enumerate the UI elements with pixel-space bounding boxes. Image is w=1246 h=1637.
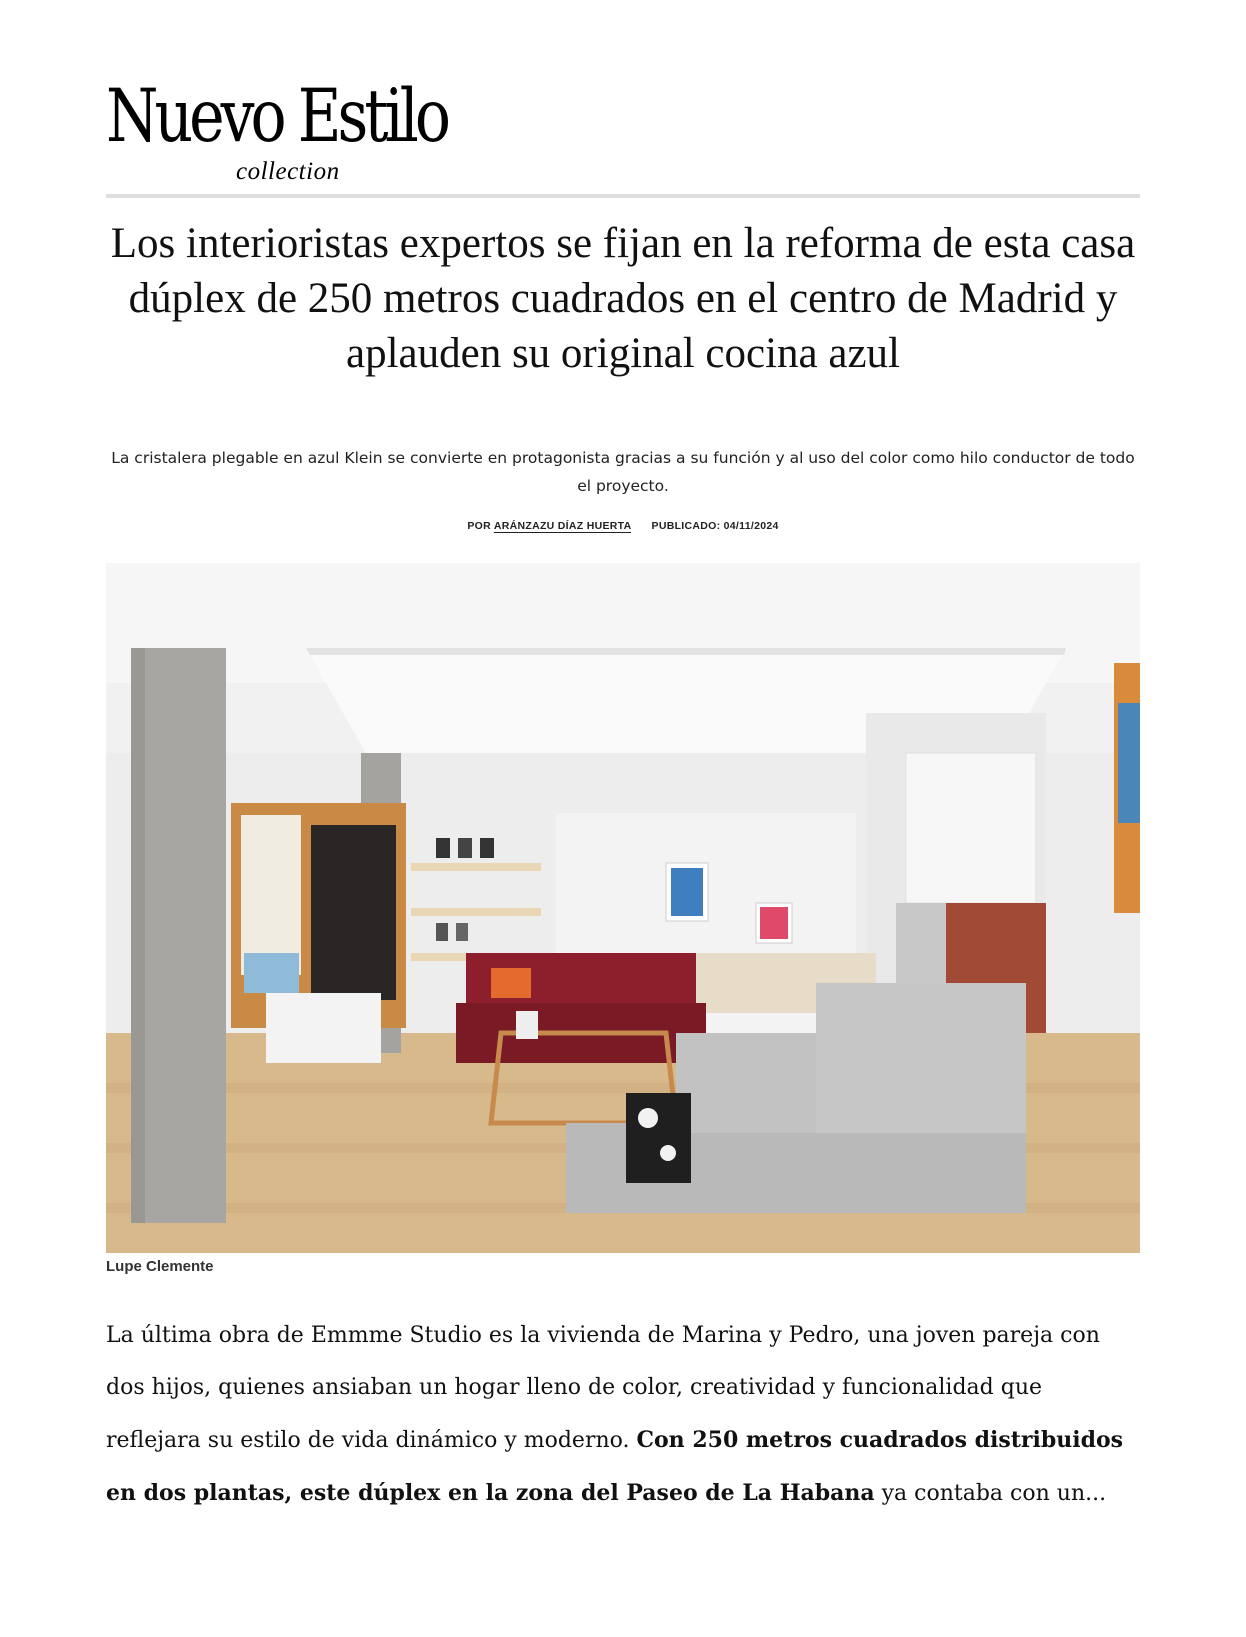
body-text-bold: Con 250 metros cuadrados distribuidos en dos plantas, este dúplex en la zona del Paseo de La Habana (106, 1427, 1124, 1506)
brand-name: Nuevo Estilo (106, 73, 447, 160)
living-room-illustration (106, 563, 1140, 1253)
body-text-part1: La última obra de Emmme Studio es la vivienda de Marina y Pedro, una joven pareja con dos hijos, quienes ansiaban un hogar lleno de color, creatividad y funcionalidad que reflejara su estilo de vida dinámico y moderno. (106, 1323, 1100, 1453)
header-divider (106, 194, 1140, 198)
photo-credit: Lupe Clemente (106, 1258, 214, 1275)
article-byline (106, 520, 1140, 532)
body-text-part2: ya contaba con un... (874, 1481, 1107, 1506)
published-date: 04/11/2024 (723, 520, 779, 532)
article-headline: Los interioristas expertos se fijan en la reforma de esta casa dúplex de 250 metros cuadrados en el centro de Madrid y aplauden su original cocina azul (110, 220, 1136, 377)
brand-subtitle: collection (236, 158, 340, 185)
article-body (106, 1310, 1140, 1520)
brand-logo[interactable] (106, 73, 526, 192)
author-link[interactable]: ARÁNZAZU DÍAZ HUERTA (493, 520, 632, 532)
article-dek: La cristalera plegable en azul Klein se convierte en protagonista gracias a su función y al uso del color como hilo conductor de todo el proyecto. (111, 449, 1135, 495)
published-label: PUBLICADO: (651, 520, 721, 532)
hero-image (106, 563, 1140, 1253)
byline-prefix: POR (467, 520, 492, 532)
